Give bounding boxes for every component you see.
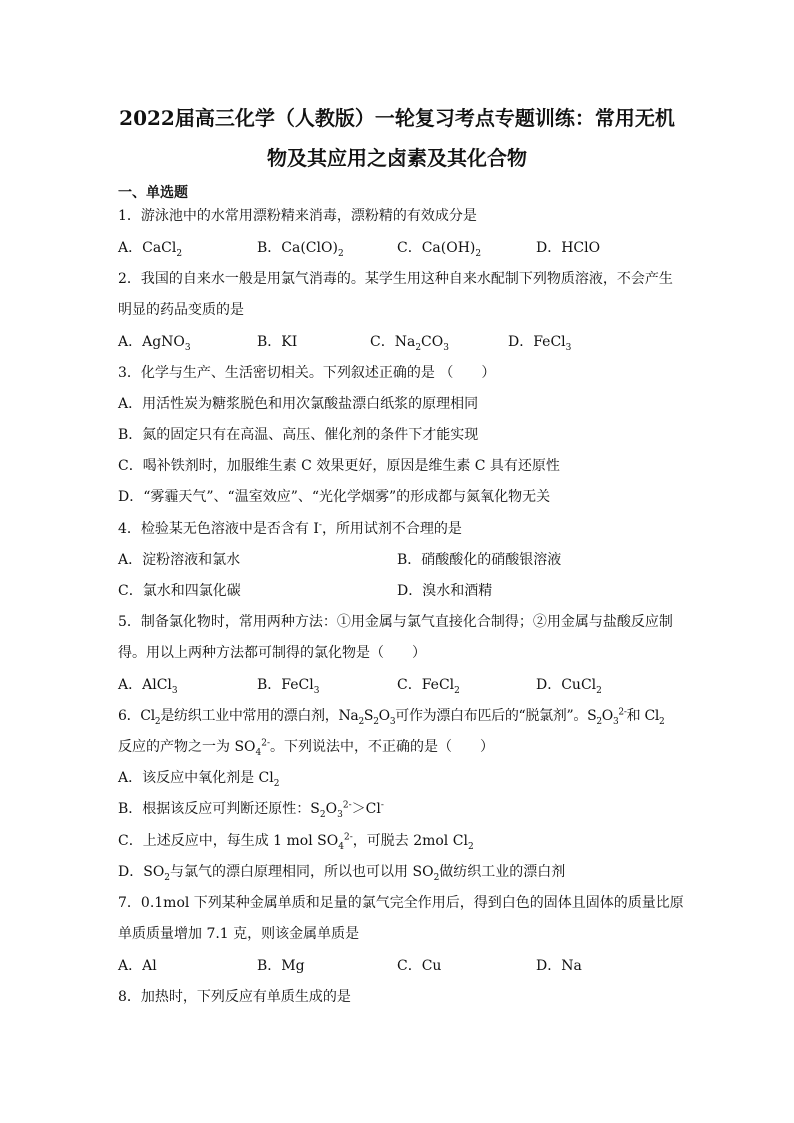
question-3-option-b: B．氮的固定只有在高温、高压、催化剂的条件下才能实现 [118,427,479,443]
question-7-option-b: B．Mg [257,958,305,974]
question-4-stem: 4．检验某无色溶液中是否含有 I-，所用试剂不合理的是 [118,520,462,537]
document-title-line-2: 物及其应用之卤素及其化合物 [267,146,527,170]
question-6-option-c: C．上述反应中，每生成 1 mol $SO_4^{2-}$，可脱去 2mol $Cl_2$ [118,832,474,852]
question-1-stem: 1．游泳池中的水常用漂粉精来消毒，漂粉精的有效成分是 [118,208,477,224]
question-4-option-c: C．氯水和四氯化碳 [118,583,241,599]
question-7-stem-line-2: 单质质量增加 7.1 克，则该金属单质是 [118,926,360,942]
question-1-option-d: D．HClO [536,240,601,256]
question-4-option-d: D．溴水和酒精 [397,583,493,599]
question-1-option-b: B．$Ca(ClO)_2$ [257,240,344,259]
question-6-option-d: D．$SO_2$与氯气的漂白原理相同，所以也可以用 $SO_2$做纺织工业的漂白剂 [118,864,566,883]
question-2-option-d: D．FeCl$_3$ [508,334,572,353]
question-2-option-a: A．AgNO$_3$ [118,334,191,353]
question-6-option-a: A．该反应中氧化剂是 $Cl_2$ [118,770,280,789]
question-5-option-a: A．AlCl$_3$ [118,677,178,696]
question-5-option-c: C．FeCl$_2$ [397,677,460,696]
question-2-option-c: C．$Na_2CO_3$ [370,334,449,353]
question-6-option-b: B．根据该反应可判断还原性：$S_2O_3^{2-}>Cl^-$ [118,800,384,820]
question-3-option-a: A．用活性炭为糖浆脱色和用次氯酸盐漂白纸浆的原理相同 [118,396,479,412]
question-1-option-c: C．$Ca(OH)_2$ [397,240,482,259]
question-2-stem-line-1: 2．我国的自来水一般是用氯气消毒的。某学生用这种自来水配制下列物质溶液，不会产生 [118,271,673,287]
section-heading: 一、单选题 [118,185,188,201]
question-5-stem-line-2: 得。用以上两种方法都可制得的氯化物是（ ） [118,645,426,661]
question-6-stem-line-1: 6．$Cl_2$是纺织工业中常用的漂白剂，$Na_2S_2O_3$可作为漂白布匹后的“脱氯剂”。$S_2O_3^{2-}$和 $Cl_2$ [118,707,665,727]
question-3-option-d: D．“雾霾天气”、“温室效应”、“光化学烟雾”的形成都与氮氧化物无关 [118,489,551,505]
question-7-option-a: A．Al [118,958,157,974]
question-5-option-b: B．FeCl$_3$ [257,677,320,696]
question-4-option-b: B．硝酸酸化的硝酸银溶液 [397,552,562,568]
question-3-option-c: C．喝补铁剂时，加服维生素 C 效果更好，原因是维生素 C 具有还原性 [118,458,560,474]
question-2-stem-line-2: 明显的药品变质的是 [118,302,244,318]
question-1-option-a: A．CaCl$_2$ [118,240,183,259]
question-2-option-b: B．KI [257,334,298,350]
question-5-option-d: D．CuCl$_2$ [536,677,602,696]
question-7-option-d: D．Na [536,958,582,974]
document-title-line-1: 2022届高三化学（人教版）一轮复习考点专题训练：常用无机 [119,106,675,130]
question-6-stem-line-2: 反应的产物之一为 $SO_4^{2-}$。下列说法中，不正确的是（ ） [118,738,495,758]
question-7-option-c: C．Cu [397,958,442,974]
question-4-option-a: A．淀粉溶液和氯水 [118,552,241,568]
question-5-stem-line-1: 5．制备氯化物时，常用两种方法：①用金属与氯气直接化合制得；②用金属与盐酸反应制 [118,614,673,630]
question-3-stem: 3．化学与生产、生活密切相关。下列叙述正确的是 （ ） [118,365,496,381]
question-7-stem-line-1: 7．0.1mol 下列某种金属单质和足量的氯气完全作用后，得到白色的固体且固体的质量比原 [118,895,684,911]
question-8-stem: 8．加热时，下列反应有单质生成的是 [118,989,351,1005]
